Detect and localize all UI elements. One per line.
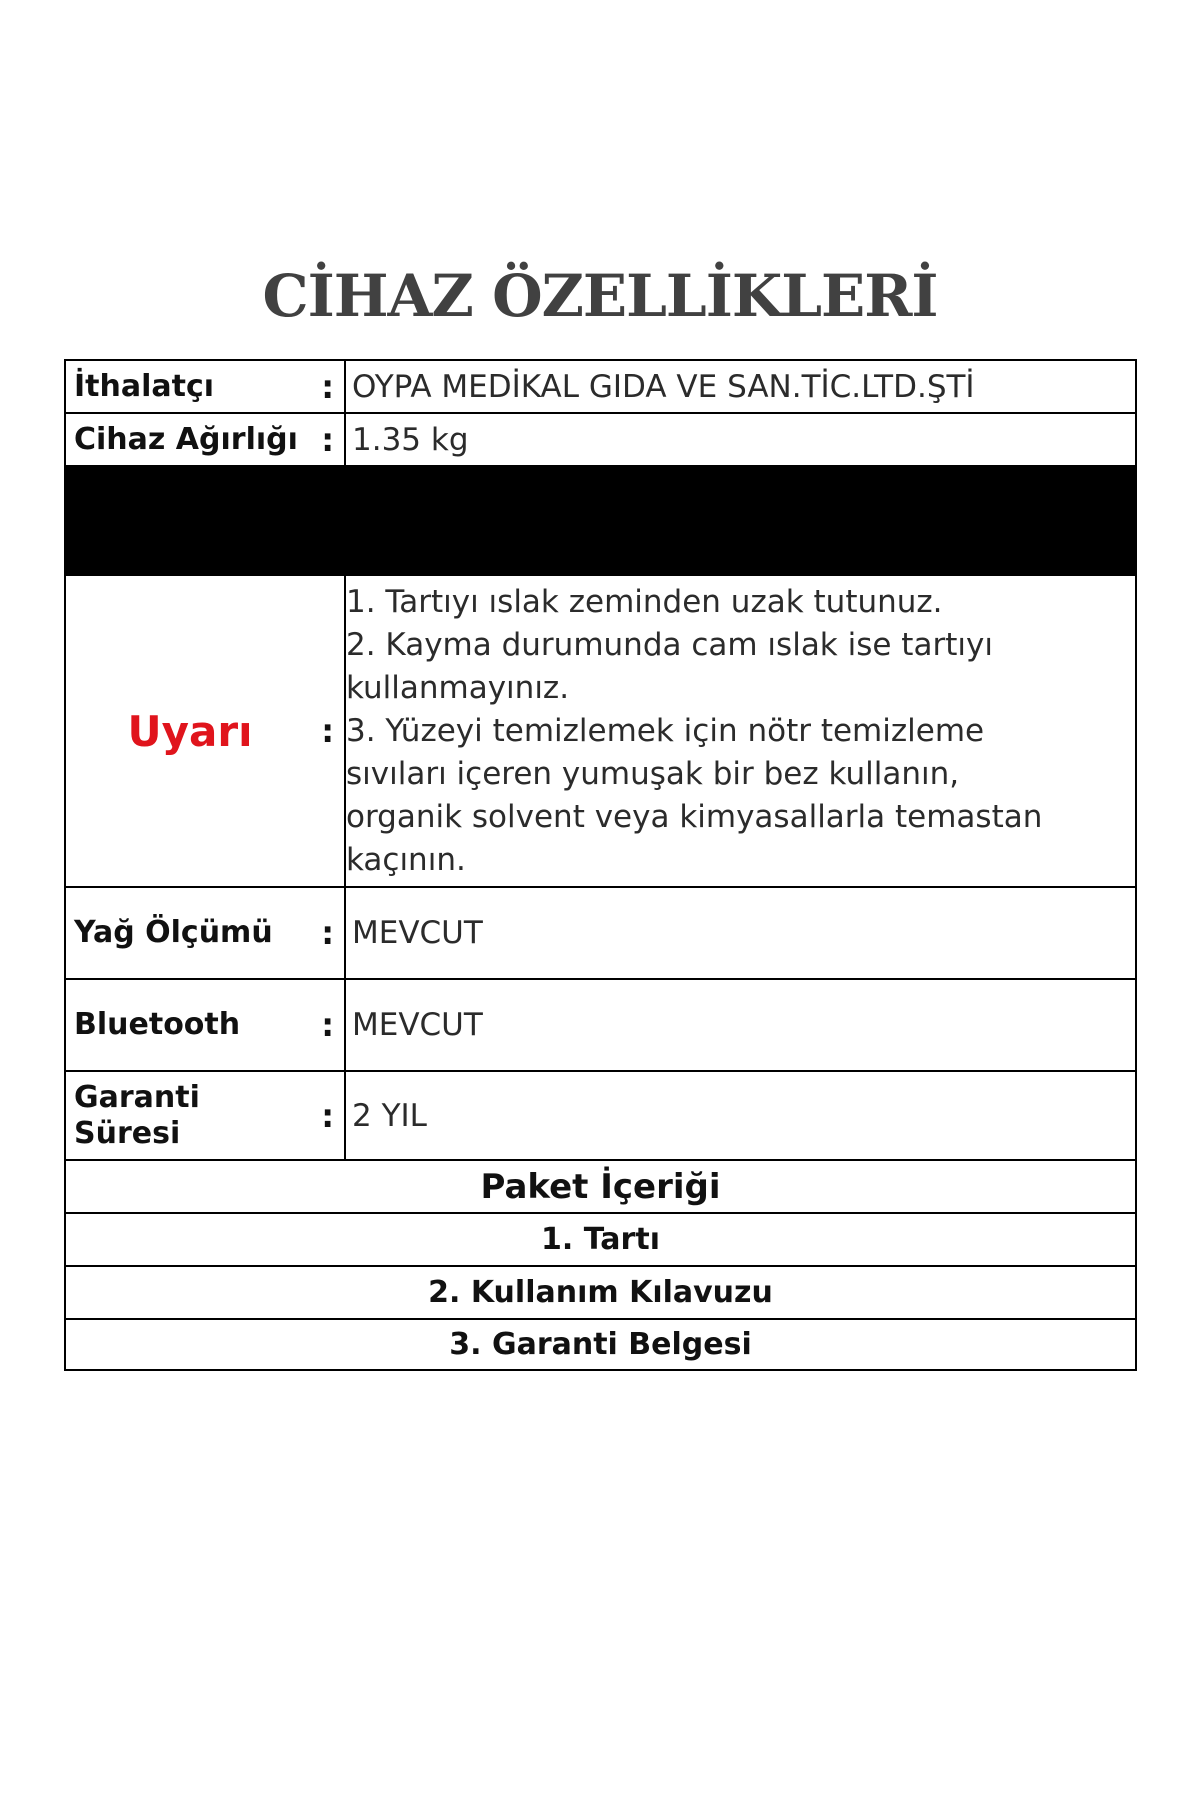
warning-line: 2. Kayma durumunda cam ıslak ise tartıyı (346, 626, 993, 663)
warranty-label-line1: Garanti (74, 1079, 200, 1115)
fat-value-cell (345, 887, 1136, 979)
warning-line: 3. Yüzeyi temizlemek için nötr temizleme (346, 712, 985, 749)
warning-text (345, 575, 1136, 887)
weight-label: Cihaz Ağırlığı (74, 421, 298, 457)
warning-line: 1. Tartıyı ıslak zeminden uzak tutunuz. (346, 583, 943, 620)
importer-row (65, 360, 1136, 413)
warranty-value-cell (345, 1071, 1136, 1160)
importer-label-cell (65, 360, 345, 413)
package-item: 3. Garanti Belgesi (65, 1319, 1136, 1370)
warning-line: sıvıları içeren yumuşak bir bez kullanın, (346, 755, 960, 792)
redacted-bar-cell (65, 466, 1136, 575)
colon: : (321, 712, 334, 750)
warranty-label-cell (65, 1071, 345, 1160)
bluetooth-row (65, 979, 1136, 1071)
weight-value: 1.35 kg (352, 421, 469, 458)
importer-value: OYPA MEDİKAL GIDA VE SAN.TİC.LTD.ŞTİ (352, 368, 975, 405)
weight-value-cell (345, 413, 1136, 466)
colon: : (321, 1096, 334, 1135)
redacted-bar (65, 466, 1136, 575)
package-item-row (65, 1213, 1136, 1266)
warning-line: kullanmayınız. (346, 669, 570, 706)
bluetooth-label: Bluetooth (74, 1007, 241, 1042)
colon: : (321, 367, 334, 406)
warning-label-cell (65, 575, 345, 887)
weight-label-cell (65, 413, 345, 466)
package-item: 2. Kullanım Kılavuzu (65, 1266, 1136, 1319)
fat-label: Yağ Ölçümü (74, 915, 273, 950)
bluetooth-value-cell (345, 979, 1136, 1071)
warranty-value: 2 YIL (352, 1097, 427, 1134)
page-title: CİHAZ ÖZELLİKLERİ (262, 262, 938, 330)
warranty-label-line2: Süresi (74, 1115, 181, 1151)
package-item-row (65, 1266, 1136, 1319)
importer-label: İthalatçı (74, 368, 215, 404)
fat-value: MEVCUT (352, 915, 483, 951)
weight-row (65, 413, 1136, 466)
fat-row (65, 887, 1136, 979)
package-item: 1. Tartı (65, 1213, 1136, 1266)
spec-table (64, 359, 1137, 1371)
importer-value-cell (345, 360, 1136, 413)
bluetooth-label-cell (65, 979, 345, 1071)
colon: : (321, 1006, 334, 1044)
package-heading: Paket İçeriği (65, 1160, 1136, 1213)
colon: : (321, 914, 334, 952)
warning-line: organik solvent veya kimyasallarla temastan (346, 798, 1043, 835)
warning-label: Uyarı (127, 706, 253, 756)
colon: : (321, 420, 334, 459)
warranty-row (65, 1071, 1136, 1160)
fat-label-cell (65, 887, 345, 979)
bluetooth-value: MEVCUT (352, 1007, 483, 1043)
warning-line: kaçının. (346, 841, 466, 878)
package-heading-row (65, 1160, 1136, 1213)
package-item-row (65, 1319, 1136, 1370)
warning-row (65, 575, 1136, 887)
